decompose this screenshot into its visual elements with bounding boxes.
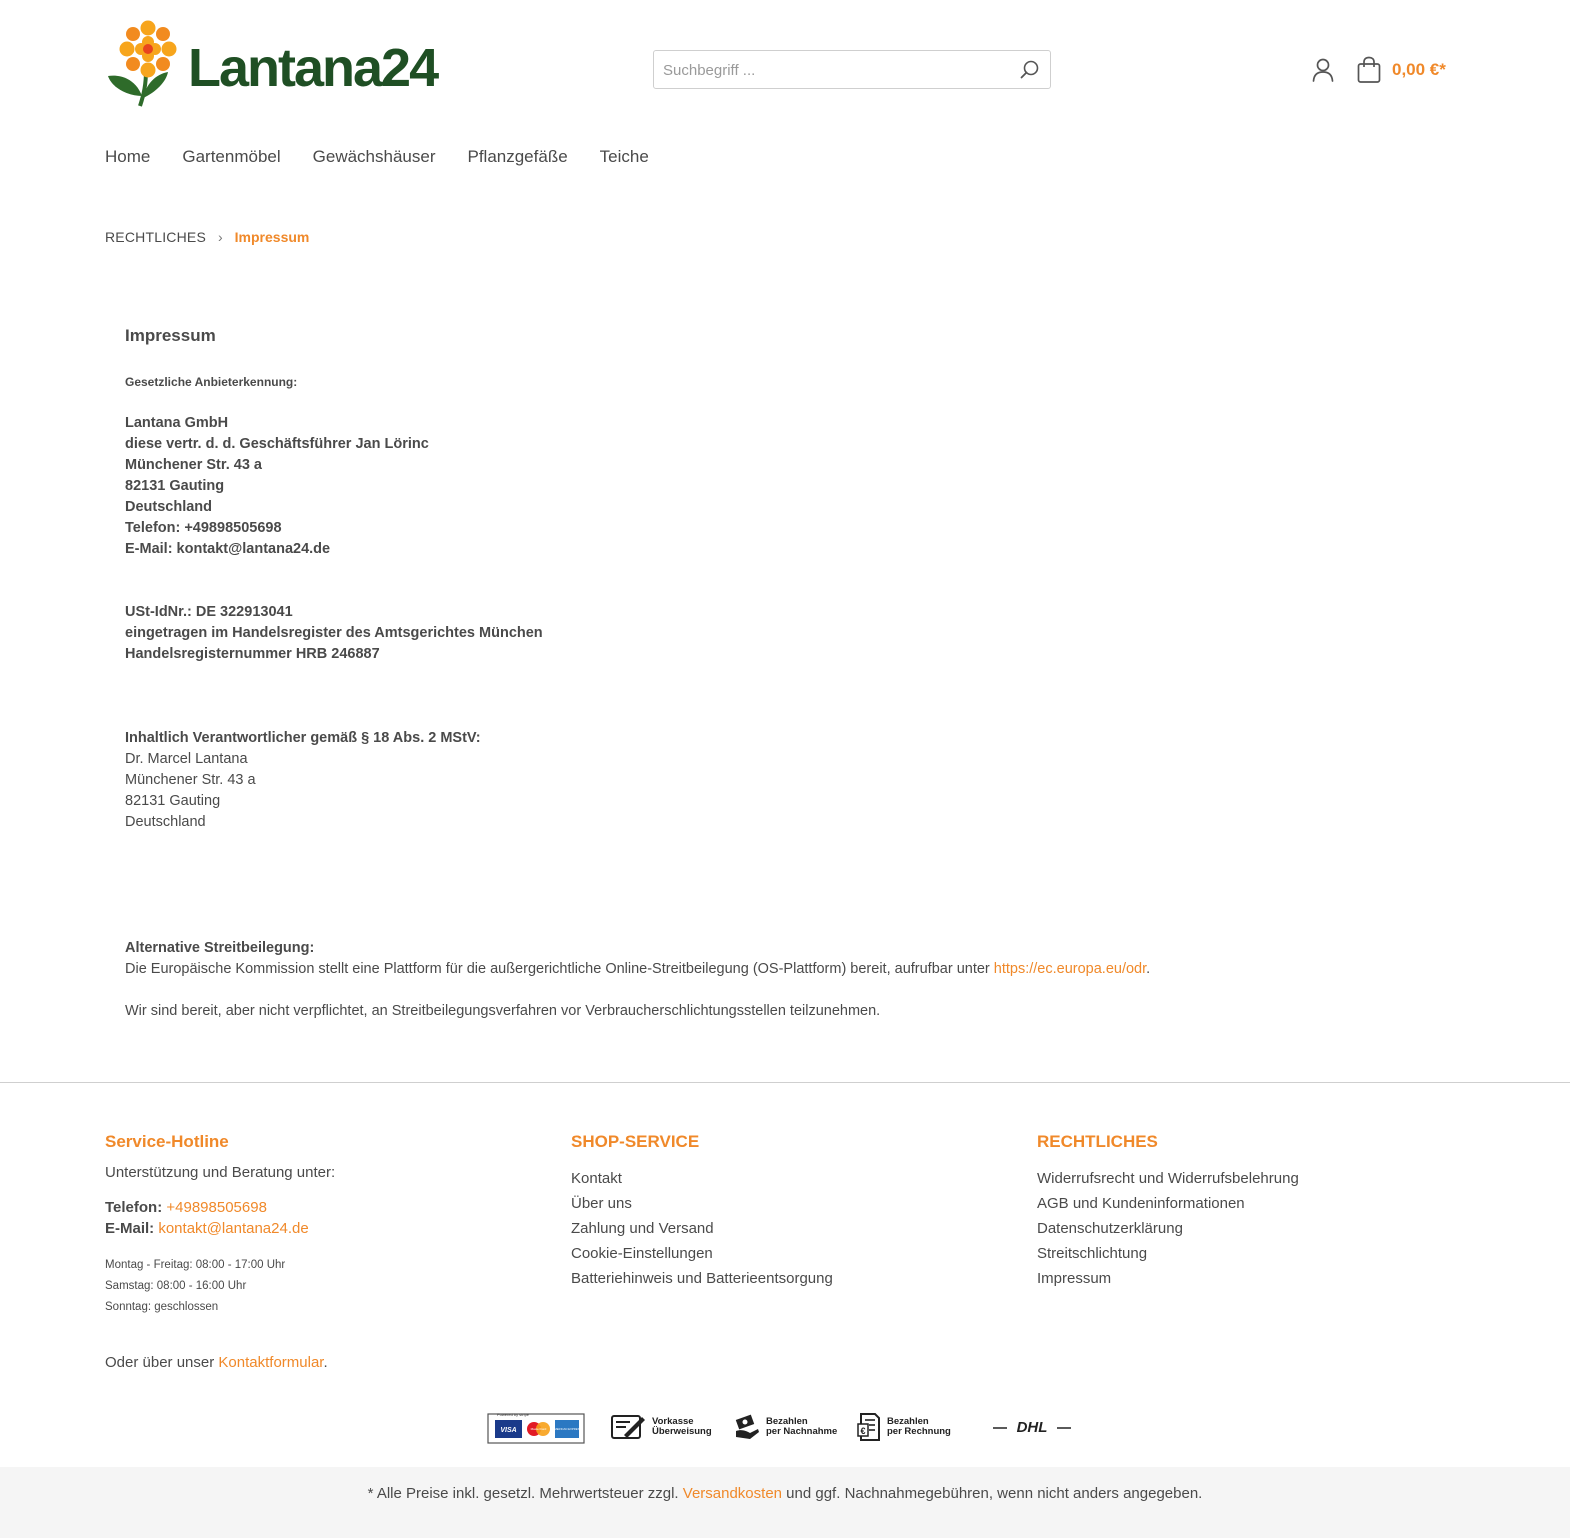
footer-divider <box>0 1082 1570 1083</box>
flower-logo-icon <box>106 18 186 110</box>
search-button[interactable] <box>1018 58 1042 82</box>
visa-text: VISA <box>500 1427 517 1434</box>
vorkasse-badge <box>610 1408 712 1446</box>
email-link[interactable]: kontakt@lantana24.de <box>158 1220 309 1237</box>
footer-link-agb[interactable]: AGB und Kundeninformationen <box>1037 1195 1245 1212</box>
list-item <box>571 1241 833 1266</box>
phone-label: Telefon: <box>105 1199 163 1216</box>
footer-shop-service <box>571 1132 833 1291</box>
footer-link-zahlung[interactable]: Zahlung und Versand <box>571 1220 714 1237</box>
vat-notice-bar <box>0 1467 1570 1538</box>
email-label: E-Mail: <box>105 1220 155 1237</box>
list-item <box>1037 1166 1299 1191</box>
card-payment-badge <box>487 1408 585 1446</box>
stripe-badge-text: Powered by stripe <box>497 1412 530 1417</box>
nachnahme-label <box>766 1417 837 1437</box>
dispute-text-line <box>125 959 1325 980</box>
vorkasse-label <box>652 1417 712 1437</box>
hours-line: Samstag: 08:00 - 16:00 Uhr <box>105 1280 247 1292</box>
footer-link-cookies[interactable]: Cookie-Einstellungen <box>571 1245 713 1262</box>
list-item <box>571 1166 833 1191</box>
footer-legal <box>1037 1132 1299 1291</box>
footer-link-batterie[interactable]: Batteriehinweis und Batterieentsorgung <box>571 1270 833 1287</box>
contact-form-line <box>105 1354 328 1371</box>
dhl-logo-icon <box>993 1417 1071 1437</box>
user-icon <box>1311 57 1335 83</box>
search-box <box>653 50 1051 89</box>
dispute-note: Wir sind bereit, aber nicht verpflichtet, an Streitbeilegungsverfahren vor Verbraucherschlichtungsstellen teilzunehmen. <box>125 1003 881 1019</box>
company-line: Telefon: +49898505698 <box>125 520 282 536</box>
cash-hand-icon <box>734 1413 760 1441</box>
responsible-line: Dr. Marcel Lantana <box>125 751 248 767</box>
register-line: Handelsregisternummer HRB 246887 <box>125 646 380 662</box>
main-nav <box>105 147 649 167</box>
footer-link-ueber-uns[interactable]: Über uns <box>571 1195 632 1212</box>
shipping-dhl-badge <box>993 1408 1071 1446</box>
hours-line: Sonntag: geschlossen <box>105 1301 219 1313</box>
shop-service-title: SHOP-SERVICE <box>571 1132 700 1151</box>
breadcrumb-current[interactable]: Impressum <box>234 229 310 245</box>
list-item <box>1037 1216 1299 1241</box>
dispute-text: Die Europäische Kommission stellt eine Plattform für die außergerichtliche Online-Streitbeilegung (OS-Plattform) bereit, aufrufbar unter <box>125 961 994 977</box>
vorkasse-label-line1: Vorkasse <box>652 1416 694 1427</box>
contact-suffix: . <box>323 1354 328 1371</box>
impressum-content <box>125 325 1325 1019</box>
rechnung-label <box>887 1417 951 1437</box>
shipping-costs-link[interactable]: Versandkosten <box>682 1485 783 1502</box>
footer-link-datenschutz[interactable]: Datenschutzerklärung <box>1037 1220 1183 1237</box>
vat-suffix: und ggf. Nachnahmegebühren, wenn nicht anders angegeben. <box>782 1485 1203 1502</box>
hotline-title: Service-Hotline <box>105 1132 229 1151</box>
responsible-line: Münchener Str. 43 a <box>125 772 256 788</box>
rechnung-badge <box>857 1408 951 1446</box>
nav-item-pflanzgefaesse[interactable]: Pflanzgefäße <box>467 147 568 166</box>
hours-line: Montag - Freitag: 08:00 - 17:00 Uhr <box>105 1259 286 1271</box>
breadcrumb <box>105 229 309 245</box>
vorkasse-label-line2: Überweisung <box>652 1426 712 1437</box>
rechnung-label-line2: per Rechnung <box>887 1426 951 1437</box>
footer-link-streitschlichtung[interactable]: Streitschlichtung <box>1037 1245 1148 1262</box>
account-button[interactable] <box>1311 57 1335 83</box>
company-line: 82131 Gauting <box>125 478 225 494</box>
cart-total[interactable]: 0,00 €* <box>1392 60 1446 79</box>
nav-item-teiche[interactable]: Teiche <box>599 147 649 166</box>
shopping-bag-icon <box>1356 56 1382 84</box>
list-item <box>1037 1266 1299 1291</box>
list-item <box>571 1266 833 1291</box>
invoice-pen-icon <box>610 1413 646 1441</box>
legal-title: RECHTLICHES <box>1037 1132 1158 1151</box>
mastercard-text: MasterCard <box>530 1427 547 1431</box>
logo-link[interactable] <box>106 18 438 110</box>
phone-link[interactable]: +49898505698 <box>166 1199 267 1216</box>
responsible-line: Deutschland <box>125 814 206 830</box>
register-block <box>125 602 543 665</box>
company-block <box>125 413 429 560</box>
nav-item-gartenmoebel[interactable]: Gartenmöbel <box>182 147 281 166</box>
breadcrumb-root[interactable]: RECHTLICHES <box>105 229 206 245</box>
company-line: E-Mail: kontakt@lantana24.de <box>125 541 331 557</box>
chevron-right-icon: › <box>218 229 223 245</box>
dispute-heading: Alternative Streitbeilegung: <box>125 940 315 956</box>
footer-hotline <box>105 1132 335 1318</box>
opening-hours <box>105 1255 335 1318</box>
vat-notice <box>0 1485 1570 1502</box>
credit-cards-icon <box>487 1410 585 1444</box>
cart-button[interactable] <box>1356 56 1382 84</box>
responsible-heading: Inhaltlich Verantwortlicher gemäß § 18 Abs. 2 MStV: <box>125 730 481 746</box>
dispute-end: . <box>1146 961 1151 977</box>
list-item <box>571 1191 833 1216</box>
nachnahme-label-line2: per Nachnahme <box>766 1426 838 1437</box>
amex-text: AMERICAN EXPRESS <box>552 1427 582 1431</box>
company-line: diese vertr. d. d. Geschäftsführer Jan Lörinc <box>125 436 429 452</box>
provider-heading: Gesetzliche Anbieterkennung: <box>125 375 298 389</box>
dhl-text: DHL <box>1016 1419 1048 1436</box>
hotline-email-row <box>105 1218 335 1239</box>
rechnung-label-line1: Bezahlen <box>887 1416 929 1427</box>
nav-item-gewaechshaeuser[interactable]: Gewächshäuser <box>312 147 436 166</box>
nachnahme-label-line1: Bezahlen <box>766 1416 808 1427</box>
contact-form-link[interactable]: Kontaktformular <box>218 1354 324 1371</box>
company-line: Lantana GmbH <box>125 415 229 431</box>
nav-item-home[interactable]: Home <box>105 147 151 166</box>
header <box>0 0 1570 245</box>
page-title: Impressum <box>125 326 216 345</box>
svg-text:€: € <box>860 1426 866 1436</box>
hotline-phone-row <box>105 1197 335 1218</box>
responsible-block <box>125 728 481 833</box>
company-line: Münchener Str. 43 a <box>125 457 262 473</box>
hotline-subtitle: Unterstützung und Beratung unter: <box>105 1164 336 1181</box>
footer-link-kontakt[interactable]: Kontakt <box>571 1170 622 1187</box>
register-line: USt-IdNr.: DE 322913041 <box>125 604 293 620</box>
dispute-block <box>125 938 1325 1022</box>
register-line: eingetragen im Handelsregister des Amtsgerichtes München <box>125 625 543 641</box>
legal-list <box>1037 1166 1299 1291</box>
contact-prefix: Oder über unser <box>105 1354 219 1371</box>
footer-link-impressum[interactable]: Impressum <box>1037 1270 1112 1287</box>
search-input[interactable] <box>663 60 1003 80</box>
search-icon <box>1018 58 1042 82</box>
list-item <box>571 1216 833 1241</box>
nachnahme-badge <box>734 1408 837 1446</box>
hotline-contact <box>105 1197 335 1239</box>
list-item <box>1037 1191 1299 1216</box>
list-item <box>1037 1241 1299 1266</box>
shop-service-list <box>571 1166 833 1291</box>
vat-prefix: * Alle Preise inkl. gesetzl. Mehrwertsteuer zzgl. <box>367 1485 683 1502</box>
footer-link-widerruf[interactable]: Widerrufsrecht und Widerrufsbelehrung <box>1037 1170 1299 1187</box>
odr-link[interactable]: https://ec.europa.eu/odr <box>993 961 1147 977</box>
invoice-euro-icon <box>857 1412 881 1442</box>
responsible-line: 82131 Gauting <box>125 793 221 809</box>
company-line: Deutschland <box>125 499 213 515</box>
brand-name: Lantana24 <box>188 38 438 98</box>
payment-logos <box>0 1408 1570 1448</box>
